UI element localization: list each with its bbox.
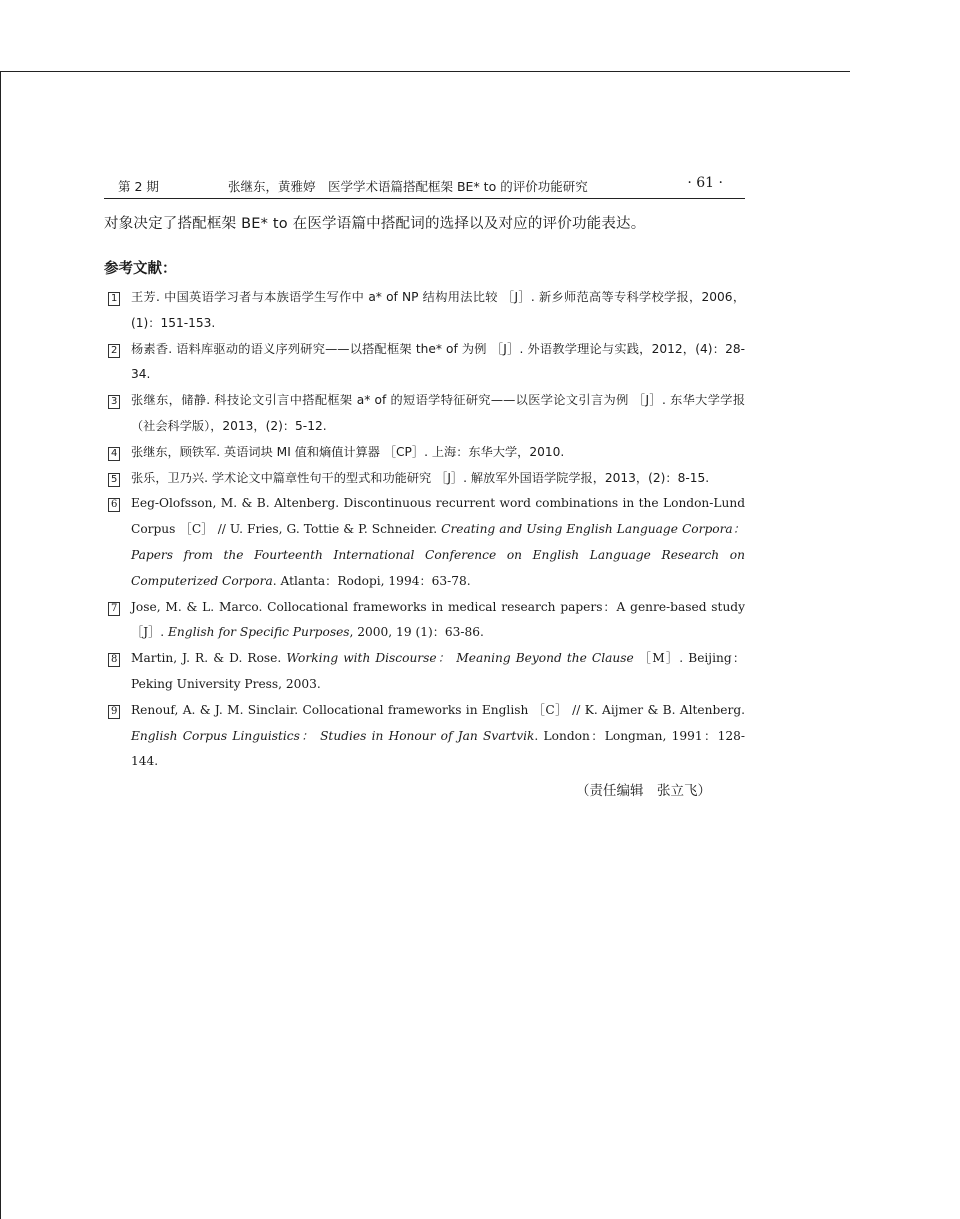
reference-journal-title: English for Specific Purposes: [168, 625, 350, 640]
reference-item: [104, 337, 745, 389]
reference-book-title: Creating and Using English Language Corpora： Papers from the Fourteenth International Conference on English Language Research on Computerized Corpora: [131, 522, 746, 588]
reference-source: . 上海：东华大学，2010.: [424, 444, 565, 459]
reference-text: Eeg-Olofsson, M. & B. Altenberg. Discontinuous recurrent word combinations in the London-Lund Corpus: [131, 496, 745, 537]
reference-book-title: English Corpus Linguistics： Studies in Honour of Jan Svartvik: [131, 728, 535, 743]
reference-number: 4: [108, 447, 120, 461]
reference-item: 7 Jose, M. & L. Marco. Collocational frameworks in medical research papers：A genre-based study ［J］. English for Specific Purposes, 2000, 19 (1)：63-86.: [104, 595, 745, 647]
reference-item: 6 Eeg-Olofsson, M. & B. Altenberg. Discontinuous recurrent word combinations in the London-Lund Corpus ［C］ // U. Fries, G. Tottie & P. Schneider. Creating and Using English Language Corpora： Papers from the Fourteenth International Conference on English Language Research on Computerized Corpora. Atlanta：Rodopi, 1994：63-78.: [104, 491, 745, 594]
reference-text: Jose, M. & L. Marco. Collocational frameworks in medical research papers：A genre-based study: [131, 599, 745, 614]
reference-source: . Beijing：Peking University Press, 2003.: [131, 651, 746, 691]
reference-text: 杨素香. 语料库驱动的语义序列研究——以搭配框架 the* of 为例: [131, 341, 487, 356]
reference-type: ［M］: [638, 651, 680, 666]
reference-number: 2: [108, 344, 120, 358]
reference-type: ［J］: [131, 625, 161, 640]
scan-frame-left-border: [0, 71, 1, 1219]
reference-type: ［CP］: [383, 444, 425, 459]
reference-text: 张乐，卫乃兴. 学术论文中篇章性句干的型式和功能研究: [131, 470, 432, 485]
journal-page: [104, 172, 745, 803]
reference-number: 5: [108, 473, 120, 487]
reference-item: [104, 285, 745, 337]
issue-number: 第 2 期: [118, 179, 159, 194]
reference-item: [104, 388, 745, 440]
reference-book-title: Working with Discourse： Meaning Beyond the Clause: [286, 651, 634, 666]
reference-type: ［J］: [501, 290, 531, 304]
reference-number: 6: [108, 498, 120, 512]
reference-type: ［C］: [179, 522, 214, 537]
reference-type: ［J］: [632, 393, 662, 408]
reference-text: Renouf, A. & J. M. Sinclair. Collocational frameworks in English: [131, 702, 529, 717]
reference-text: Martin, J. R. & D. Rose.: [131, 651, 287, 666]
reference-source: . London：Longman, 1991：128-144.: [131, 728, 745, 769]
reference-text: 张继东，储静. 科技论文引言中搭配框架 a* of 的短语学特征研究——以医学论文引言为例: [131, 393, 629, 408]
reference-number: 3: [108, 395, 120, 409]
reference-source: . 外语教学理论与实践，2012，(4)：28-34.: [131, 341, 746, 382]
reference-item: [104, 466, 745, 492]
references-heading: 参考文献：: [104, 261, 177, 277]
reference-source: , 2000, 19 (1)：63-86.: [349, 625, 484, 640]
reference-text: 王芳. 中国英语学习者与本族语学生写作中 a* of NP 结构用法比较: [131, 290, 498, 304]
reference-item: [104, 440, 745, 466]
page-number: · 61 ·: [687, 175, 723, 191]
reference-source: . 东华大学学报（社会科学版），2013，(2)：5-12.: [131, 393, 746, 433]
reference-number: 7: [108, 602, 120, 616]
editor-note: （责任编辑 张立飞）: [576, 783, 711, 800]
reference-item: [104, 646, 745, 698]
reference-number: 8: [108, 653, 120, 667]
reference-item: 9 Renouf, A. & J. M. Sinclair. Collocational frameworks in English ［C］ // K. Aijmer & B. Altenberg. English Corpus Linguistics： Studies in Honour of Jan Svartvik. London：Longman, 1991：128-144.: [104, 698, 745, 775]
running-head: [104, 172, 745, 199]
body-paragraph: 对象决定了搭配框架 BE* to 在医学语篇中搭配词的选择以及对应的评价功能表达。: [104, 216, 646, 232]
running-title: 张继东，黄雅婷 医学学术语篇搭配框架 BE* to 的评价功能研究: [228, 179, 588, 194]
reference-number: 1: [108, 292, 120, 306]
reference-type: ［J］: [435, 470, 464, 485]
reference-number: 9: [108, 705, 120, 719]
references-list: [104, 285, 745, 775]
reference-type: ［C］: [532, 702, 568, 717]
reference-type: ［J］: [490, 341, 520, 356]
reference-source: . 解放军外国语学院学报，2013，(2)：8-15.: [463, 470, 710, 485]
scan-frame-top-border: [0, 71, 850, 72]
reference-source: . 新乡师范高等专科学校学报，2006，(1)：151-153.: [131, 290, 746, 330]
reference-text: 张继东，顾铁军. 英语词块 MI 值和熵值计算器: [131, 444, 380, 459]
reference-source: . Atlanta：Rodopi, 1994：63-78.: [272, 573, 471, 588]
